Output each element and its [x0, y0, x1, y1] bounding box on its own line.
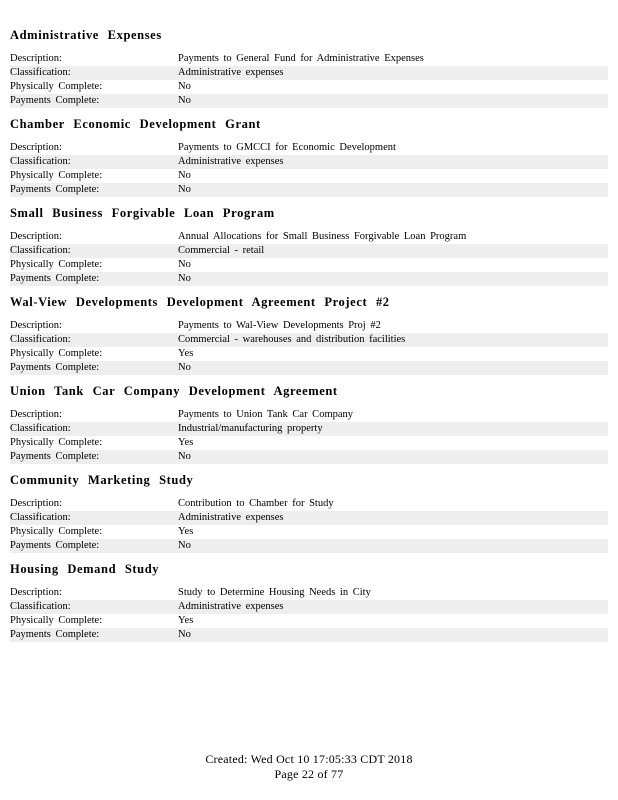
row-value: Yes	[178, 437, 194, 448]
row-label: Physically Complete:	[10, 437, 103, 448]
detail-table	[10, 586, 608, 642]
row-label: Description:	[10, 409, 62, 420]
row-label: Physically Complete:	[10, 526, 103, 537]
page-number: Page 22 of 77	[274, 767, 344, 781]
detail-table	[10, 319, 608, 375]
row-value: Study to Determine Housing Needs in City	[178, 587, 371, 598]
row-value: No	[178, 450, 608, 464]
section-title: Small Business Forgivable Loan Program	[10, 206, 275, 220]
table-row	[10, 155, 608, 169]
row-value: Yes	[178, 615, 194, 626]
table-row	[10, 450, 608, 464]
row-value: No	[178, 259, 191, 270]
detail-table	[10, 408, 608, 464]
row-label: Payments Complete:	[10, 628, 178, 642]
row-value: Payments to Wal-View Developments Proj #2	[178, 320, 381, 331]
table-row	[10, 169, 608, 183]
row-label: Classification:	[10, 333, 178, 347]
row-label: Physically Complete:	[10, 348, 103, 359]
row-value: Commercial - retail	[178, 244, 608, 258]
row-value: Administrative expenses	[178, 600, 608, 614]
detail-table	[10, 230, 608, 286]
table-row	[10, 244, 608, 258]
row-label: Description:	[10, 320, 62, 331]
table-row	[10, 230, 608, 244]
table-row	[10, 614, 608, 628]
row-value: Yes	[178, 526, 194, 537]
detail-table	[10, 52, 608, 108]
row-label: Payments Complete:	[10, 272, 178, 286]
row-value: No	[178, 361, 608, 375]
row-label: Classification:	[10, 600, 178, 614]
table-row	[10, 94, 608, 108]
section-housing-demand-study	[10, 562, 608, 642]
section-small-business-forgivable-loan-program	[10, 206, 608, 286]
table-row	[10, 511, 608, 525]
table-row	[10, 80, 608, 94]
row-value: No	[178, 272, 608, 286]
row-value: Payments to Union Tank Car Company	[178, 409, 354, 420]
row-value: No	[178, 183, 608, 197]
table-row	[10, 525, 608, 539]
row-value: No	[178, 539, 608, 553]
row-value: Administrative expenses	[178, 66, 608, 80]
row-label: Physically Complete:	[10, 615, 103, 626]
row-label: Classification:	[10, 511, 178, 525]
row-label: Description:	[10, 231, 62, 242]
table-row	[10, 361, 608, 375]
row-value: No	[178, 81, 191, 92]
section-title: Housing Demand Study	[10, 562, 160, 576]
table-row	[10, 422, 608, 436]
page-footer	[0, 752, 618, 782]
row-value: Commercial - warehouses and distribution facilities	[178, 333, 608, 347]
section-title: Chamber Economic Development Grant	[10, 117, 261, 131]
table-row	[10, 319, 608, 333]
table-row	[10, 436, 608, 450]
table-row	[10, 497, 608, 511]
row-value: Payments to GMCCI for Economic Development	[178, 142, 396, 153]
row-value: Yes	[178, 348, 194, 359]
section-title: Union Tank Car Company Development Agreement	[10, 384, 338, 398]
row-value: Annual Allocations for Small Business Forgivable Loan Program	[178, 231, 467, 242]
created-timestamp: Created: Wed Oct 10 17:05:33 CDT 2018	[205, 752, 413, 766]
table-row	[10, 258, 608, 272]
row-label: Classification:	[10, 155, 178, 169]
detail-table	[10, 141, 608, 197]
table-row	[10, 628, 608, 642]
row-label: Payments Complete:	[10, 183, 178, 197]
row-label: Payments Complete:	[10, 539, 178, 553]
row-label: Classification:	[10, 66, 178, 80]
table-row	[10, 539, 608, 553]
row-value: Industrial/manufacturing property	[178, 422, 608, 436]
row-label: Physically Complete:	[10, 259, 103, 270]
row-value: Contribution to Chamber for Study	[178, 498, 334, 509]
row-label: Description:	[10, 587, 62, 598]
row-label: Physically Complete:	[10, 170, 103, 181]
table-row	[10, 347, 608, 361]
row-value: Administrative expenses	[178, 511, 608, 525]
section-union-tank-car-company-development-agreement	[10, 384, 608, 464]
row-value: No	[178, 628, 608, 642]
table-row	[10, 141, 608, 155]
row-label: Payments Complete:	[10, 361, 178, 375]
row-value: No	[178, 94, 608, 108]
table-row	[10, 272, 608, 286]
table-row	[10, 52, 608, 66]
table-row	[10, 586, 608, 600]
table-row	[10, 66, 608, 80]
row-value: Payments to General Fund for Administrative Expenses	[178, 53, 424, 64]
section-title: Community Marketing Study	[10, 473, 194, 487]
section-wal-view-developments-agreement-project-2	[10, 295, 608, 375]
row-label: Physically Complete:	[10, 81, 103, 92]
section-chamber-economic-development-grant	[10, 117, 608, 197]
row-label: Classification:	[10, 244, 178, 258]
section-administrative-expenses	[10, 28, 608, 108]
detail-table	[10, 497, 608, 553]
row-label: Payments Complete:	[10, 450, 178, 464]
row-value: No	[178, 170, 191, 181]
row-label: Description:	[10, 142, 62, 153]
row-label: Payments Complete:	[10, 94, 178, 108]
section-title: Wal-View Developments Development Agreement Project #2	[10, 295, 390, 309]
section-title: Administrative Expenses	[10, 28, 162, 42]
table-row	[10, 600, 608, 614]
row-label: Description:	[10, 498, 62, 509]
table-row	[10, 333, 608, 347]
table-row	[10, 408, 608, 422]
table-row	[10, 183, 608, 197]
row-value: Administrative expenses	[178, 155, 608, 169]
row-label: Classification:	[10, 422, 178, 436]
section-community-marketing-study	[10, 473, 608, 553]
row-label: Description:	[10, 53, 62, 64]
